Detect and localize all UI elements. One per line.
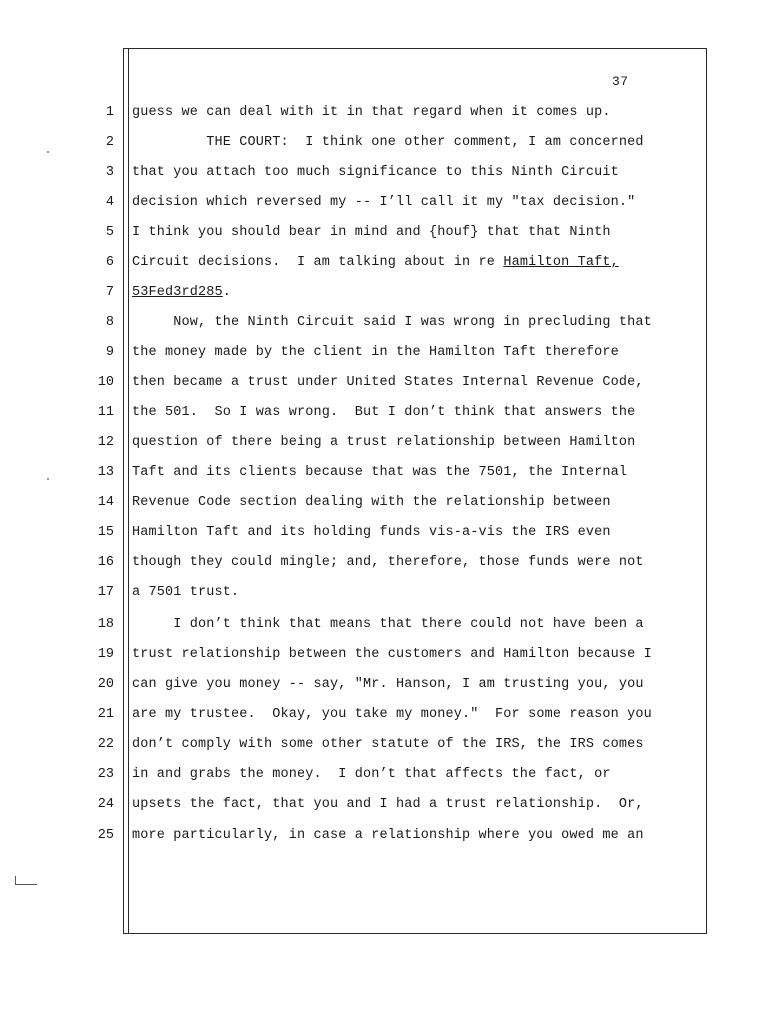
transcript-line: though they could mingle; and, therefore, those funds were not — [132, 555, 644, 570]
line-number: 15 — [97, 525, 114, 540]
line-number: 21 — [97, 707, 114, 722]
line-number: 4 — [105, 195, 114, 210]
line-number: 9 — [105, 345, 114, 360]
line-number: 12 — [97, 435, 114, 450]
transcript-line: then became a trust under United States Internal Revenue Code, — [132, 375, 644, 390]
line-number: 24 — [97, 797, 114, 812]
transcript-line: I don’t think that means that there could not have been a — [132, 617, 644, 632]
line-number: 11 — [97, 405, 114, 420]
line-number: 19 — [97, 647, 114, 662]
line-number: 16 — [97, 555, 114, 570]
line-number: 10 — [97, 375, 114, 390]
transcript-line: question of there being a trust relationship between Hamilton — [132, 435, 636, 450]
transcript-line: more particularly, in case a relationship where you owed me an — [132, 828, 644, 843]
line-number: 17 — [97, 585, 114, 600]
line-number: 22 — [97, 737, 114, 752]
line-number: 23 — [97, 767, 114, 782]
scan-mark — [15, 876, 16, 884]
line-number: 3 — [105, 165, 114, 180]
line-number: 8 — [105, 315, 114, 330]
line-number: 18 — [97, 617, 114, 632]
line-number: 1 — [105, 105, 114, 120]
transcript-line: Hamilton Taft and its holding funds vis-a-vis the IRS even — [132, 525, 611, 540]
line-number: 25 — [97, 828, 114, 843]
page-number: 37 — [612, 74, 629, 89]
transcript-line: Now, the Ninth Circuit said I was wrong in precluding that — [132, 315, 652, 330]
line-text-part: . — [222, 285, 232, 300]
transcript-line — [132, 285, 231, 300]
scan-speck — [47, 478, 49, 480]
line-number: 14 — [97, 495, 114, 510]
line-number: 13 — [97, 465, 114, 480]
transcript-line: THE COURT: I think one other comment, I am concerned — [132, 135, 644, 150]
line-text-part: Circuit decisions. I am talking about in re — [132, 255, 504, 270]
transcript-line: the money made by the client in the Hamilton Taft therefore — [132, 345, 619, 360]
transcript-line: can give you money -- say, "Mr. Hanson, I am trusting you, you — [132, 677, 644, 692]
transcript-line: are my trustee. Okay, you take my money." For some reason you — [132, 707, 652, 722]
transcript-line: in and grabs the money. I don’t that affects the fact, or — [132, 767, 611, 782]
transcript-line: upsets the fact, that you and I had a trust relationship. Or, — [132, 797, 644, 812]
left-margin-rule — [128, 48, 129, 934]
transcript-line: that you attach too much significance to this Ninth Circuit — [132, 165, 619, 180]
case-citation: 53Fed3rd285 — [132, 285, 223, 300]
line-number: 6 — [105, 255, 114, 270]
case-citation: Hamilton Taft, — [503, 255, 619, 270]
transcript-line: the 501. So I was wrong. But I don’t think that answers the — [132, 405, 636, 420]
line-number: 20 — [97, 677, 114, 692]
transcript-line: guess we can deal with it in that regard when it comes up. — [132, 105, 611, 120]
scan-mark — [15, 884, 37, 885]
line-number: 2 — [105, 135, 114, 150]
transcript-line: I think you should bear in mind and {houf} that that Ninth — [132, 225, 611, 240]
scan-speck — [47, 151, 49, 153]
transcript-line: trust relationship between the customers and Hamilton because I — [132, 647, 652, 662]
transcript-line: decision which reversed my -- I’ll call it my "tax decision." — [132, 195, 636, 210]
line-number: 7 — [105, 285, 114, 300]
transcript-line: a 7501 trust. — [132, 585, 240, 600]
transcript-line: Revenue Code section dealing with the relationship between — [132, 495, 611, 510]
transcript-line: Taft and its clients because that was the 7501, the Internal — [132, 465, 628, 480]
transcript-line — [132, 255, 619, 270]
line-number: 5 — [105, 225, 114, 240]
transcript-line: don’t comply with some other statute of the IRS, the IRS comes — [132, 737, 644, 752]
